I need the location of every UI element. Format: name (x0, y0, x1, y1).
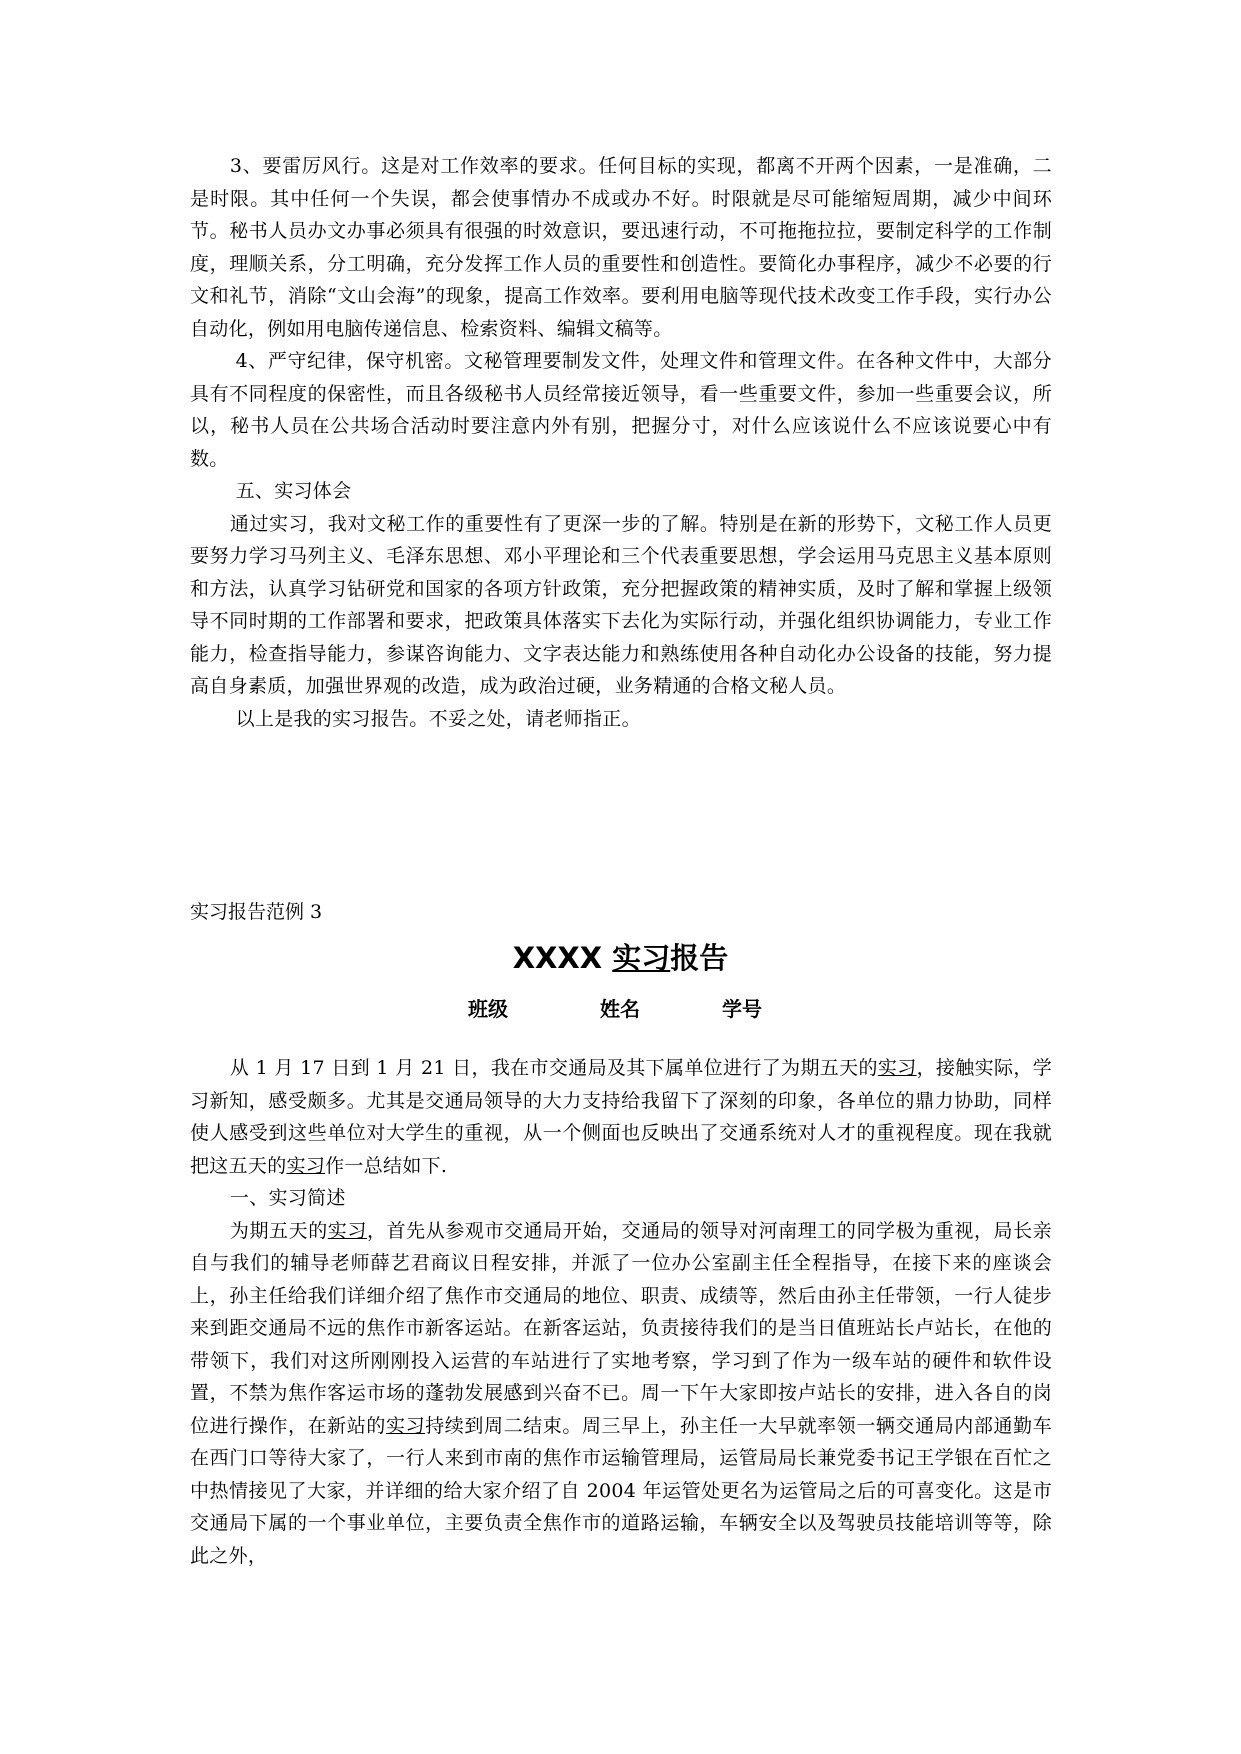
paragraph-efficiency: 3、要雷厉风行。这是对工作效率的要求。任何目标的实现，都离不开两个因素，一是准确，二是时限。其中任何一个失误，都会使事情办不成或办不好。时限就是尽可能缩短周期，减少中间环节。秘书人员办文办事必须具有很强的时效意识，要迅速行动，不可拖拖拉拉，要制定科学的工作制度，理顺关系，分工明确，充分发挥工作人员的重要性和创造性。要简化办事程序，减少不必要的行文和礼节，消除“文山会海”的现象，提高工作效率。要利用电脑等现代技术改变工作手段，实行办公自动化，例如用电脑传递信息、检索资料、编辑文稿等。 (190, 155, 1052, 340)
paragraph-experience: 通过实习，我对文秘工作的重要性有了更深一步的了解。特别是在新的形势下，文秘工作人员更要努力学习马列主义、毛泽东思想、邓小平理论和三个代表重要思想，学会运用马克思主义基本原则和方法，认真学习钻研党和国家的各项方针政策，充分把握政策的精神实质，及时了解和掌握上级领导不同时期的工作部署和要求，把政策具体落实下去化为实际行动，并强化组织协调能力，专业工作能力，检查指导能力，参谋咨询能力、文字表达能力和熟练使用各种自动化办公设备的技能，努力提高自身素质，加强世界观的改造，成为政治过硬，业务精通的合格文秘人员。 (190, 512, 1052, 697)
paragraph-closing: 以上是我的实习报告。不妥之处，请老师指正。 (235, 707, 641, 730)
intro-text-c: 作一总结如下. (325, 1154, 448, 1177)
paragraph-confidentiality: 4、严守纪律，保守机密。文秘管理要制发文件，处理文件和管理文件。在各种文件中，大部分具有不同程度的保密性，而且各级秘书人员经常接近领导，看一些重要文件，参加一些重要会议，所以，秘书人员在公共场合活动时要注意内外有别，把握分寸，对什么应该说什么不应该说要心中有数。 (190, 350, 1052, 470)
report-section-example3 (190, 1052, 1052, 1572)
report-title (0, 938, 1241, 978)
summary-text-a: 为期五天的 (229, 1219, 328, 1242)
summary-text-b: ，首先从参观市交通局开始，交通局的领导对河南理工的同学极为重视，局长亲自与我们的辅导老师薛艺君商议日程安排，并派了一位办公室副主任全程指导，在接下来的座谈会上，孙主任给我们详细介绍了焦作市交通局的地位、职责、成绩等，然后由孙主任带领，一行人徒步来到距交通局不远的焦作市新客运站。在新客运站，负责接待我们的是当日值班站长卢站长，在他的带领下，我们对这所刚刚投入运营的车站进行了实地考察，学习到了作为一级车站的硬件和软件设置，不禁为焦作客运市场的蓬勃发展感到兴奋不已。周一下午大家即按卢站长的安排，进入各自的岗位进行操作，在新站的 (190, 1219, 1052, 1437)
title-prefix: XXXX (512, 941, 613, 975)
title-suffix: 报告 (670, 941, 729, 975)
internship-link[interactable]: 实习 (877, 1057, 917, 1079)
internship-link[interactable]: 实习 (327, 1219, 367, 1242)
subtitle-class: 班级 (468, 997, 508, 1021)
heading-internship-experience: 五、实习体会 (235, 480, 352, 502)
example-label: 实习报告范例 3 (190, 901, 323, 923)
subtitle-name: 姓名 (600, 997, 640, 1021)
internship-link[interactable]: 实习 (286, 1154, 326, 1177)
paragraph-summary (190, 1215, 1052, 1573)
intro-text-b: ，接触实际，学习新知，感受颇多。尤其是交通局领导的大力支持给我留下了深刻的印象，各单位的鼎力协助，同样使人感受到这些单位对大学生的重视，从一个侧面也反映出了交通系统对人才的重视程度。现在我就把这五天的 (190, 1057, 1052, 1177)
summary-text-c: 持续到周二结束。周三早上，孙主任一大早就率领一辆交通局内部通勤车在西门口等待大家了，一行人来到市南的焦作市运输管理局，运管局局长兼党委书记王学银在百忙之中热情接见了大家，并详细的给大家介绍了自 2004 年运管处更名为运管局之后的可喜变化。这是市交通局下属的一个事业单位，主要负责全焦作市的道路运输，车辆安全以及驾驶员技能培训等等，除此之外， (190, 1414, 1052, 1567)
report-section-discipline (190, 150, 1052, 735)
heading-internship-summary: 一、实习简述 (229, 1187, 346, 1209)
title-link-internship[interactable]: 实习 (612, 941, 671, 975)
intro-text-a: 从 1 月 17 日到 1 月 21 日，我在市交通局及其下属单位进行了为期五天的 (229, 1057, 878, 1079)
subtitle-id: 学号 (722, 997, 762, 1021)
paragraph-intro (190, 1052, 1052, 1182)
internship-link[interactable]: 实习 (385, 1414, 426, 1437)
